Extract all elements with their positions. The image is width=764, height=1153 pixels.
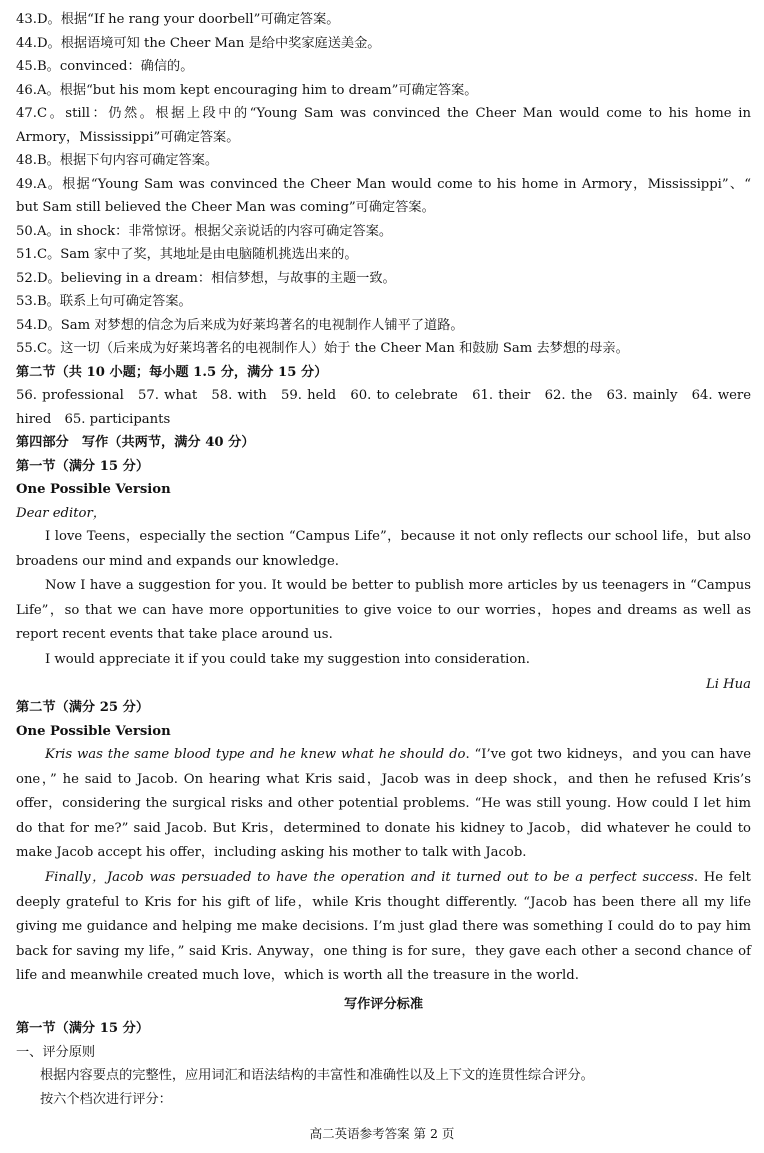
criteria-line: 按六个档次进行评分： xyxy=(40,1091,172,1107)
answer-item-53: 53.B。联系上句可确定答案。 xyxy=(16,294,192,309)
fill-answer: 65. participants xyxy=(64,411,171,427)
version-label-2: One Possible Version xyxy=(16,723,171,739)
part4-section2-heading: 第二节（满分 25 分） xyxy=(16,700,150,716)
section2-heading: 第二节（共 10 小题；每小题 1.5 分，满分 15 分） xyxy=(16,364,328,380)
answer-item-43: 43.D。根据“If he rang your doorbell”可确定答案。 xyxy=(16,12,340,27)
answer-item-55: 55.C。这一切（后来成为好莱坞著名的电视制作人）始于 the Cheer Man 和鼓励 Sam 去梦想的母亲。 xyxy=(16,341,629,356)
fill-answer: 64. were hired xyxy=(16,388,752,427)
criteria-subheading: 一、评分原则 xyxy=(16,1044,96,1060)
version-label: One Possible Version xyxy=(16,482,171,497)
letter-signature: Li Hua xyxy=(705,676,751,692)
answer-item-44: 44.D。根据语境可知 the Cheer Man 是给中奖家庭送美金。 xyxy=(16,35,381,51)
criteria-section1-heading: 第一节（满分 15 分） xyxy=(16,1021,150,1036)
fill-answer: 62. the xyxy=(544,388,593,403)
fill-answers xyxy=(16,384,751,431)
answer-item-48: 48.B。根据下句内容可确定答案。 xyxy=(16,153,219,168)
part4-heading: 第四部分 写作（共两节，满分 40 分） xyxy=(16,435,255,450)
letter-salutation: Dear editor， xyxy=(16,505,106,521)
answer-item-47: 47.C。still：仍然。根据上段中的“Young Sam was convinced the Cheer Man would come to his home in Armory，Mississippi”可确定答案。 xyxy=(16,106,751,145)
answer-item-45: 45.B。convinced：确信的。 xyxy=(16,59,194,74)
story-paragraph-1: Kris was the same blood type and he knew what he should do. “I’ve got two kidneys，and you can have one，” he said to Jacob. On hearing what Kris said，Jacob was in deep shock，and then he refused Kris’s offer，considering the surgical risks and other potential problems. “He was still young. How could I let him do that for me?” said Jacob. But Kris，determined to donate his kidney to Jacob，did whatever he could to make Jacob accept his offer，including asking his mother to talk with Jacob. xyxy=(16,747,751,861)
fill-answer: 56. professional xyxy=(16,388,124,403)
answer-item-49: 49.A。根据“Young Sam was convinced the Cheer Man would come to his home in Armory，Mississippi”、“ but Sam still believed the Cheer Man was coming”可确定答案。 xyxy=(16,176,751,215)
fill-answer: 63. mainly xyxy=(606,388,678,403)
criteria-title: 写作评分标准 xyxy=(343,997,424,1012)
fill-answer: 59. held xyxy=(281,388,337,403)
letter-paragraph: Now I have a suggestion for you. It would be better to publish more articles by us teenagers in “Campus Life”，so that we can have more opportunities to give voice to our worries，hopes and dreams as well as report recent events that take place around us. xyxy=(16,578,751,643)
letter-paragraph: I love Teens，especially the section “Campus Life”，because it not only reflects our school life，but also broadens our mind and expands our knowledge. xyxy=(16,529,751,569)
fill-answer: 60. to celebrate xyxy=(350,388,458,403)
criteria-line: 根据内容要点的完整性，应用词汇和语法结构的丰富性和准确性以及上下文的连贯性综合评分。 xyxy=(40,1068,594,1083)
part4-section1-heading: 第一节（满分 15 分） xyxy=(16,458,150,474)
answer-item-54: 54.D。Sam 对梦想的信念为后来成为好莱坞著名的电视制作人铺平了道路。 xyxy=(16,317,464,333)
answer-page xyxy=(16,8,751,1111)
letter-paragraph: I would appreciate it if you could take my suggestion into consideration. xyxy=(45,651,530,667)
fill-answer: 61. their xyxy=(472,388,531,403)
answer-item-46: 46.A。根据“but his mom kept encouraging him to dream”可确定答案。 xyxy=(16,82,478,98)
story-paragraph-2: Finally，Jacob was persuaded to have the operation and it turned out to be a perfect success. He felt deeply grateful to Kris for his gift of life，while Kris thought differently. “Jacob has been there all my life giving me guidance and helping me make decisions. I’m just glad there was something I could do to pay him back for saving my life，” said Kris. Anyway，one thing is for sure，they gave each other a second chance of life and meanwhile created much love，which is worth all the treasure in the world. xyxy=(16,870,751,984)
answer-item-50: 50.A。in shock：非常惊讶。根据父亲说话的内容可确定答案。 xyxy=(16,223,393,239)
answer-item-52: 52.D。believing in a dream：相信梦想，与故事的主题一致。 xyxy=(16,270,396,286)
page-footer: 高二英语参考答案 第 2 页 xyxy=(309,1126,455,1141)
answer-item-51: 51.C。Sam 家中了奖，其地址是由电脑随机挑选出来的。 xyxy=(16,247,358,262)
fill-answer: 58. with xyxy=(211,388,267,403)
fill-answer: 57. what xyxy=(138,388,198,403)
